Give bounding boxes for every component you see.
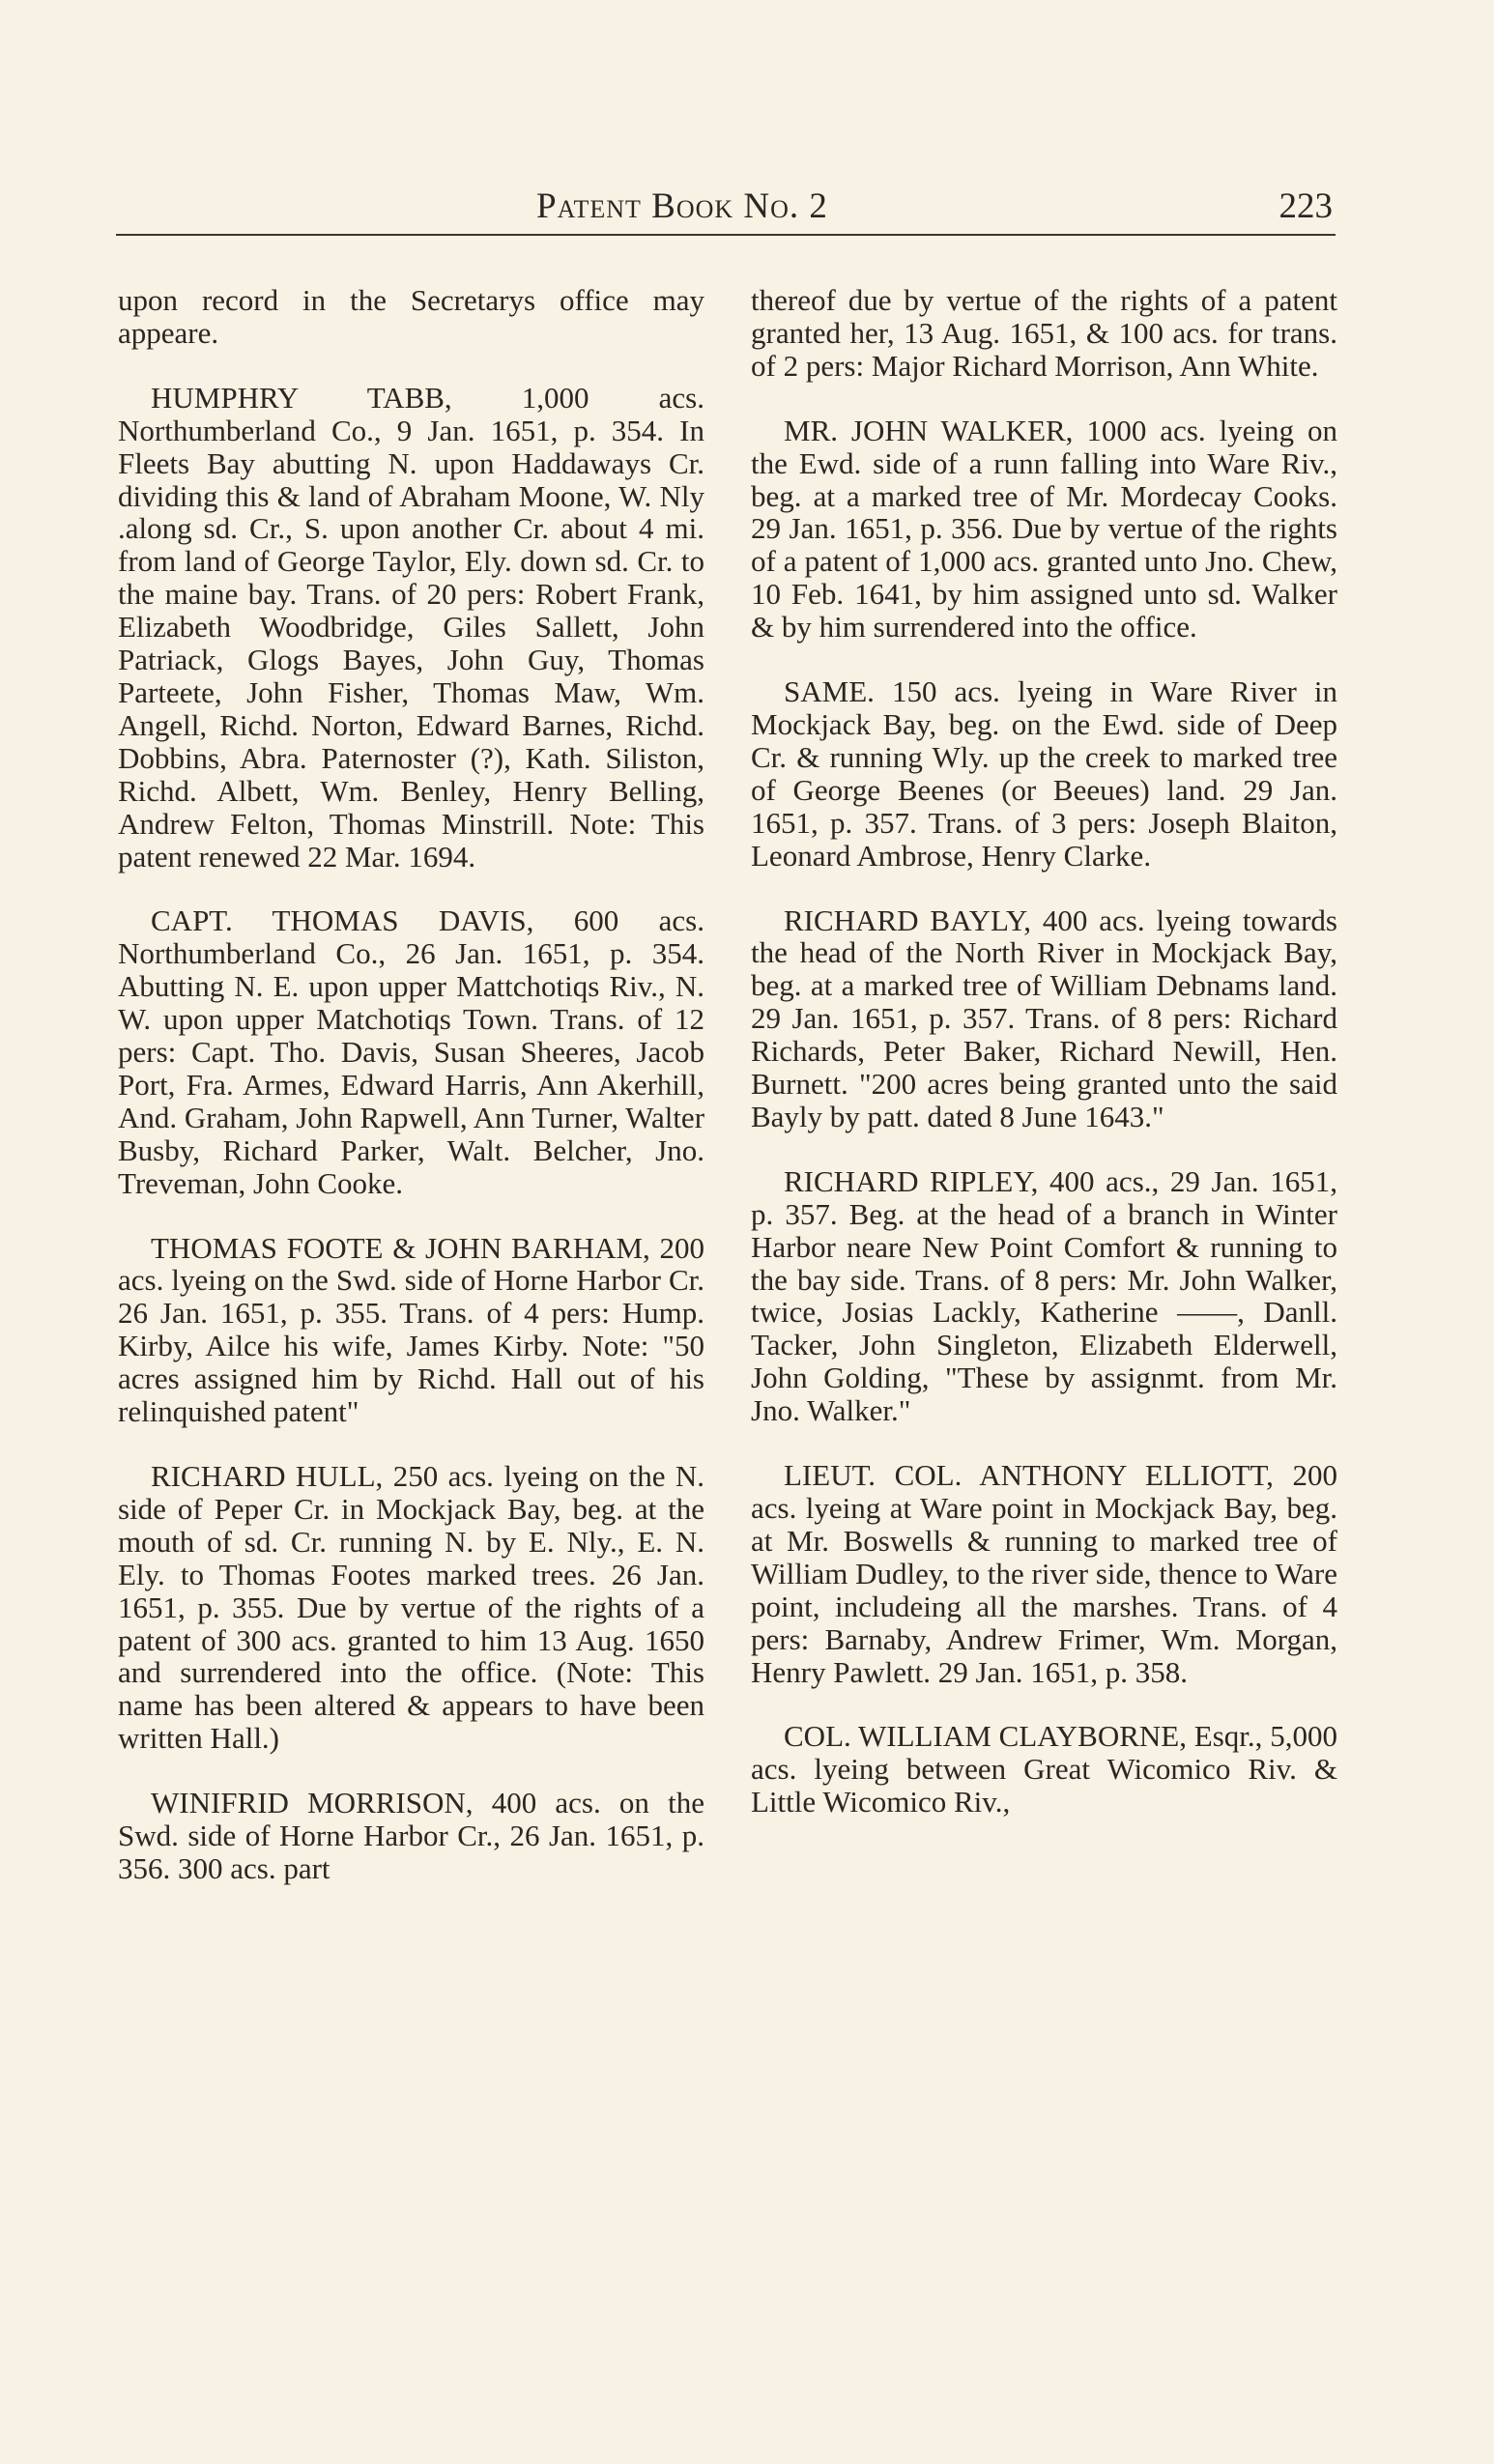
- patent-entry-same-walker: SAME. 150 acs. lyeing in Ware River in Mockjack Bay, beg. on the Ewd. side of Deep Cr. & running Wly. up the creek to marked tree of George Beenes (or Beeues) land. 29 Jan. 1651, p. 357. Trans. of 3 pers: Joseph Blaiton, Leonard Ambrose, Henry Clarke.: [751, 674, 1337, 873]
- patent-entry-humphry-tabb: HUMPHRY TABB, 1,000 acs. Northumberland Co., 9 Jan. 1651, p. 354. In Fleets Bay abutting N. upon Haddaways Cr. dividing this & land of Abraham Moone, W. Nly .along sd. Cr., S. upon another Cr. about 4 mi. from land of George Taylor, Ely. down sd. Cr. to the maine bay. Trans. of 20 pers: Robert Frank, Elizabeth Woodbridge, Giles Sallett, John Patriack, Glogs Bayes, John Guy, Thomas Parteete, John Fisher, Thomas Maw, Wm. Angell, Richd. Norton, Edward Barnes, Richd. Dobbins, Abra. Paternoster (?), Kath. Siliston, Richd. Albett, Wm. Benley, Henry Belling, Andrew Felton, Thomas Minstrill. Note: This patent renewed 22 Mar. 1694.: [118, 380, 704, 874]
- patent-entry-anthony-elliott: LIEUT. COL. ANTHONY ELLIOTT, 200 acs. lyeing at Ware point in Mockjack Bay, beg. at Mr. Boswells & running to marked tree of William Dudley, to the river side, thence to Ware point, includeing all the marshes. Trans. of 4 pers: Barnaby, Andrew Frimer, Wm. Morgan, Henry Pawlett. 29 Jan. 1651, p. 358.: [751, 1458, 1337, 1689]
- right-column: [751, 284, 1337, 1850]
- patent-entry-winifrid-morrison: WINIFRID MORRISON, 400 acs. on the Swd. side of Horne Harbor Cr., 26 Jan. 1651, p. 356. 300 acs. part: [118, 1786, 704, 1885]
- patent-entry-foote-barham: THOMAS FOOTE & JOHN BARHAM, 200 acs. lyeing on the Swd. side of Horne Harbor Cr. 26 Jan. 1651, p. 355. Trans. of 4 pers: Hump. Kirby, Ailce his wife, James Kirby. Note: "50 acres assigned him by Richd. Hall out of his relinquished patent": [118, 1230, 704, 1429]
- patent-entry-thomas-davis: CAPT. THOMAS DAVIS, 600 acs. Northumberland Co., 26 Jan. 1651, p. 354. Abutting N. E. upon upper Mattchotiqs Riv., N. W. upon upper Matchotiqs Town. Trans. of 12 pers: Capt. Tho. Davis, Susan Sheeres, Jacob Port, Fra. Armes, Edward Harris, Ann Akerhill, And. Graham, John Rapwell, Ann Turner, Walter Busby, Richard Parker, Walt. Belcher, Jno. Treveman, John Cooke.: [118, 903, 705, 1200]
- patent-entry-richard-hull: RICHARD HULL, 250 acs. lyeing on the N. side of Peper Cr. in Mockjack Bay, beg. at the mouth of sd. Cr. running N. by E. Nly., E. N. Ely. to Thomas Footes marked trees. 26 Jan. 1651, p. 355. Due by vertue of the rights of a patent of 300 acs. granted to him 13 Aug. 1650 and surrendered into the office. (Note: This name has been altered & appears to have been written Hall.): [118, 1459, 704, 1756]
- patent-entry-richard-ripley: RICHARD RIPLEY, 400 acs., 29 Jan. 1651, p. 357. Beg. at the head of a branch in Winter Harbor neare New Point Comfort & running to the bay side. Trans. of 8 pers: Mr. John Walker, twice, Josias Lackly, Katherine ——, Danll. Tacker, John Singleton, Elizabeth Elderwell, John Golding, "These by assignmt. from Mr. Jno. Walker.": [751, 1163, 1337, 1428]
- patent-entry-william-clayborne: COL. WILLIAM CLAYBORNE, Esqr., 5,000 acs. lyeing between Great Wicomico Riv. & Little Wicomico Riv.,: [751, 1719, 1337, 1819]
- paragraph-continuation: upon record in the Secretarys office may appeare.: [118, 283, 704, 350]
- left-column: [118, 284, 704, 1917]
- page-header: [116, 182, 1336, 236]
- page-number: 223: [1279, 186, 1333, 226]
- patent-entry-richard-bayly: RICHARD BAYLY, 400 acs. lyeing towards the head of the North River in Mockjack Bay, beg. at a marked tree of William Debnams land. 29 Jan. 1651, p. 357. Trans. of 8 pers: Richard Richards, Peter Baker, Richard Newill, Hen. Burnett. "200 acres being granted unto the said Bayly by patt. dated 8 June 1643.": [751, 903, 1337, 1133]
- running-title: Patent Book No. 2: [536, 186, 828, 226]
- patent-entry-john-walker: MR. JOHN WALKER, 1000 acs. lyeing on the Ewd. side of a runn falling into Ware Riv., beg. at a marked tree of Mr. Mordecay Cooks. 29 Jan. 1651, p. 356. Due by vertue of the rights of a patent of 1,000 acs. granted unto Jno. Chew, 10 Feb. 1641, by him assigned unto sd. Walker & by him surrendered into the office.: [751, 413, 1337, 645]
- paragraph-continuation: thereof due by vertue of the rights of a patent granted her, 13 Aug. 1651, & 100 acs. for trans. of 2 pers: Major Richard Morrison, Ann White.: [751, 283, 1337, 383]
